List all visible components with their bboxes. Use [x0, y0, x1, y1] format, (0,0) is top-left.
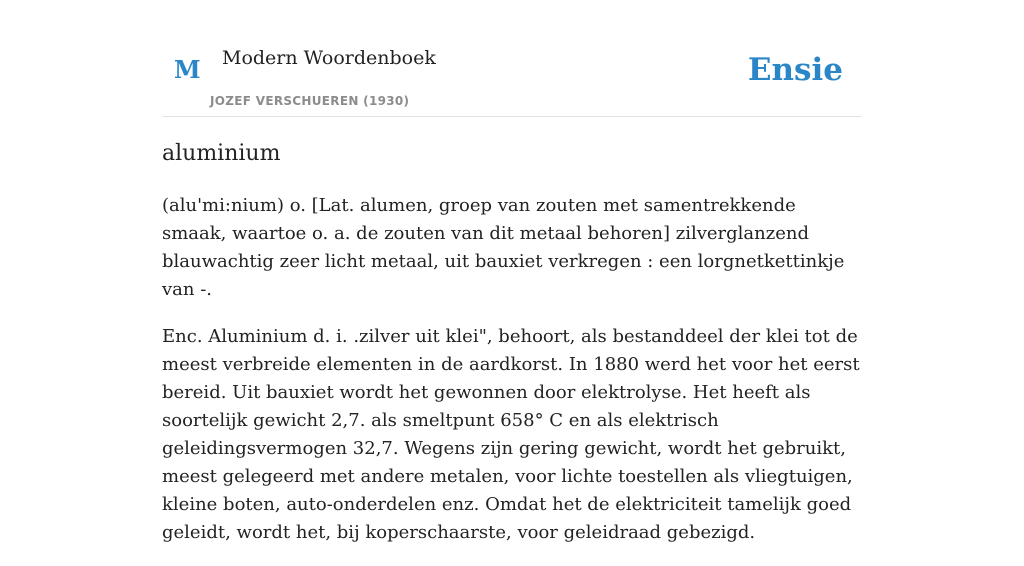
entry-headword: aluminium — [162, 141, 281, 166]
entry-body — [162, 192, 862, 566]
dictionary-header — [162, 0, 862, 117]
entry-encyclopedia-text: Enc. Aluminium d. i. .zilver uit klei", behoort, als bestanddeel der klei tot de meest verbreide elementen in de aardkorst. In 1880 werd het voor het eerst bereid. Uit bauxiet wordt het gewonnen door elektrolyse. Het heeft als soortelijk gewicht 2,7. als smeltpunt 658° C en als elektrisch geleidingsvermogen 32,7. Wegens zijn gering gewicht, wordt het gebruikt, meest gelegeerd met andere metalen, voor lichte toestellen als vliegtuigen, kleine boten, auto-onderdelen enz. Omdat het de elektriciteit tamelijk goed geleidt, wordt het, bij koperschaarste, voor geleidraad gebezigd. — [162, 326, 860, 543]
ensie-logo[interactable]: Ensie — [747, 52, 843, 88]
dictionary-author: JOZEF VERSCHUEREN (1930) — [210, 94, 410, 108]
dictionary-title[interactable]: Modern Woordenboek — [222, 47, 436, 69]
entry-definition: (alu'mi:nium) o. [Lat. alumen, groep van zouten met samentrekkende smaak, waartoe o. a. de zouten van dit metaal behoren] zilverglanzend blauwachtig zeer licht metaal, uit bauxiet verkregen : een lorgnetkettinkje van -. — [162, 195, 845, 300]
dictionary-logo-icon[interactable]: M — [174, 55, 201, 84]
